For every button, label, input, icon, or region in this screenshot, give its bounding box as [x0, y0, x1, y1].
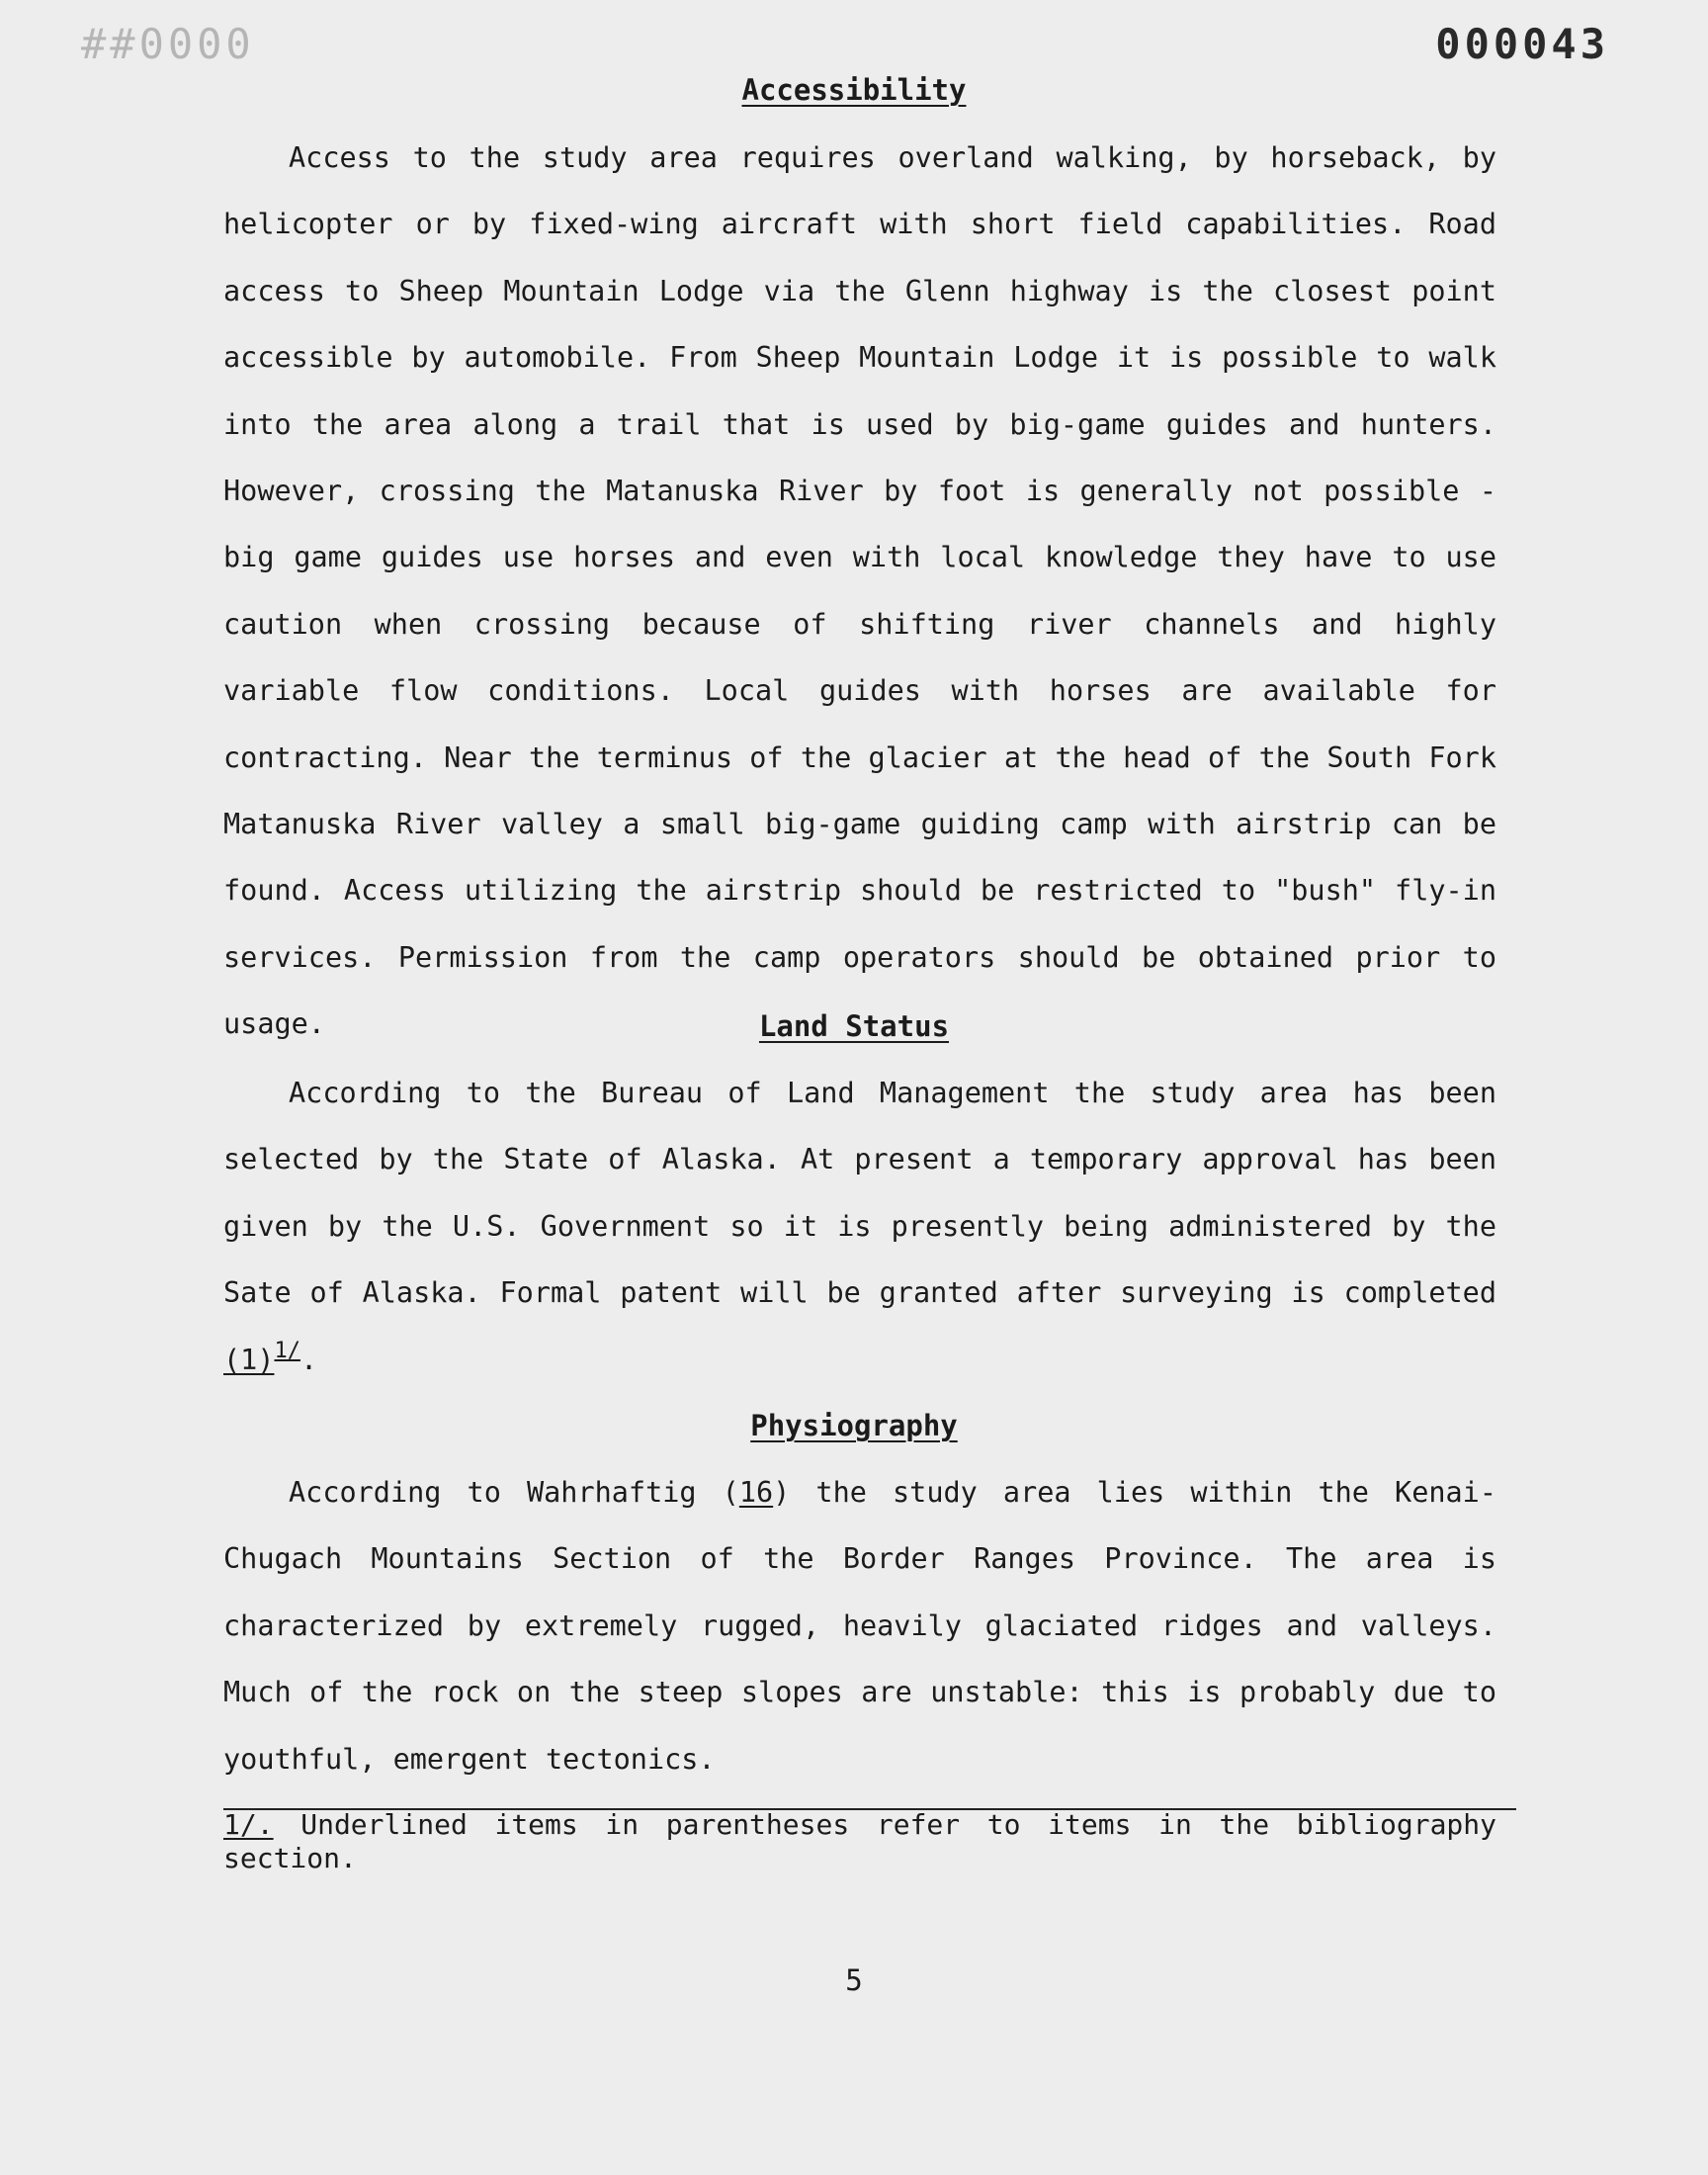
page-number: 5 — [845, 1963, 863, 1997]
footnote-reference: 1/ — [274, 1338, 300, 1363]
accessibility-paragraph: Access to the study area requires overland walking, by horseback, by helicopter or by fixed-wing aircraft with short field capabilities. Road access to Sheep Mountain Lodge via the Glenn highway is the closest point accessible by automobile. From Sheep Mountain Lodge it is possible to walk into the area along a trail that is used by big-game guides and hunters. However, crossing the Matanuska River by foot is generally not possible - big game guides use horses and even with local knowledge they have to use caution when crossing because of shifting river channels and highly variable flow conditions. Local guides with horses are available for contracting. Near the terminus of the glacier at the head of the South Fork Matanuska River valley a small big-game guiding camp with airstrip can be found. Access utilizing the airstrip should be restricted to "bush" fly-in services. Permission from the camp operators should be obtained prior to usage. — [223, 141, 1496, 1041]
land-status-paragraph: According to the Bureau of Land Management the study area has been selected by the State of Alaska. At present a temporary approval has been given by the U.S. Government so it is presently being administered by the Sate of Alaska. Formal patent will be granted after surveying is completed $(1)^{1/}$. — [223, 1077, 1496, 1376]
footnote-mark: 1/. — [223, 1808, 274, 1841]
physiography-paragraph: According to Wahrhaftig (16) the study area lies within the Kenai-Chugach Mountains Section of the Border Ranges Province. The area is characterized by extremely rugged, heavily glaciated ridges and valleys. Much of the rock on the steep slopes are unstable: this is probably due to youthful, emergent tectonics. — [223, 1476, 1496, 1776]
land-status-heading: Land Status — [758, 1009, 950, 1043]
accessibility-heading: Accessibility — [741, 73, 967, 107]
faded-stamp-number: ##0000 — [81, 20, 255, 68]
citation-16: 16 — [738, 1476, 774, 1509]
document-number-stamp: 000043 — [1435, 20, 1609, 68]
physiography-heading: Physiography — [750, 1409, 958, 1442]
citation-1: (1) — [223, 1343, 275, 1376]
footnote: 1/. Underlined items in parentheses refer to items in the bibliography section. — [223, 1808, 1496, 1874]
